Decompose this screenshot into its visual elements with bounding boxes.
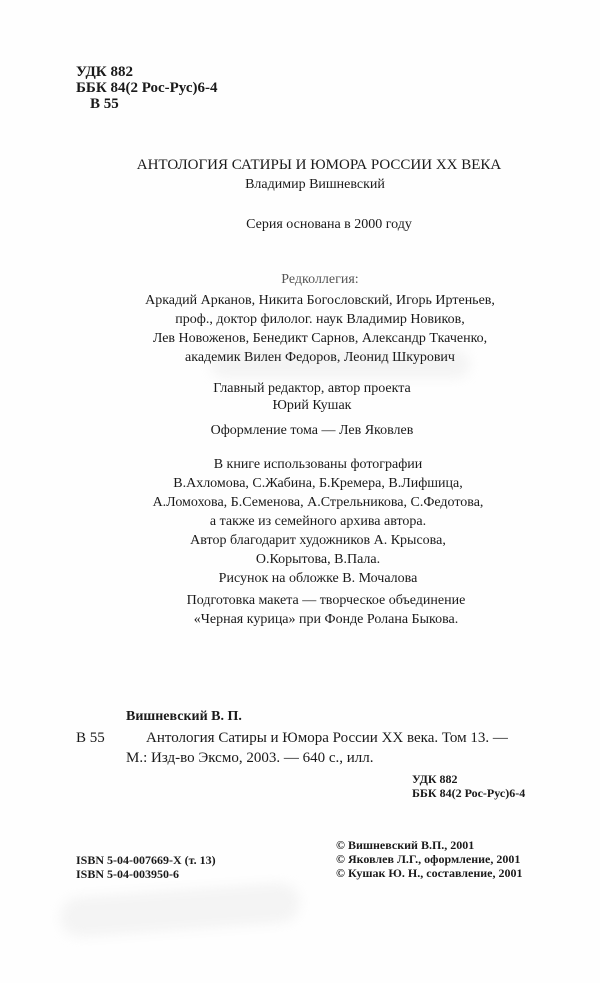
layout-preparation-credit [0,591,600,629]
layout-prep-line: Подготовка макета — творческое объединение [186,593,466,608]
isbn-block [76,853,216,881]
photo-credits-line: В книге использованы фотографии [213,457,423,472]
photo-credits-line: О.Корытова, В.Пала. [255,552,381,567]
photo-credits-line: А.Ломохова, Б.Семенова, А.Стрельникова, С.Федотова, [152,495,484,510]
volume-design-credit: Оформление тома — Лев Яковлев [210,423,414,438]
editorial-board-heading: Редколлегия: [281,272,359,287]
bibliographic-description-line: Антология Сатиры и Юмора России XX века. Том 13. — [146,730,508,746]
bbk-code: ББК 84(2 Рос-Рус)6-4 [76,80,218,96]
editorial-board-line: проф., доктор филолог. наук Владимир Новиков, [175,312,465,327]
copyright-line: © Кушак Ю. Н., составление, 2001 [336,866,523,880]
header-classification [76,64,218,112]
copyright-block [336,838,523,880]
photo-credits-line: В.Ахломова, С.Жабина, Б.Кремера, В.Лифшица, [173,476,463,491]
author-name: Владимир Вишневский [245,177,385,192]
copyright-line: © Вишневский В.П., 2001 [336,838,475,852]
layout-prep-line: «Черная курица» при Фонде Ролана Быкова. [193,612,459,627]
isbn-line: ISBN 5-04-003950-6 [76,867,180,881]
editorial-board-line: Аркадий Арканов, Никита Богословский, Игорь Иртеньев, [145,293,495,308]
bibliographic-description-line: М.: Изд-во Эксмо, 2003. — 640 с., илл. [126,750,374,766]
author-mark-code: В 55 [90,96,119,112]
bibliographic-author: Вишневский В. П. [126,709,242,724]
chief-editor-role: Главный редактор, автор проекта [213,381,411,396]
editorial-board [0,270,600,367]
bbk-code: ББК 84(2 Рос-Рус)6-4 [412,786,526,800]
editorial-board-line: академик Вилен Федоров, Леонид Шкурович [185,350,455,365]
bibliographic-code: В 55 [76,730,105,746]
photo-credits-line: Автор благодарит художников А. Крысова, [190,533,446,548]
udk-code: УДК 882 [412,772,458,786]
udk-code: УДК 882 [76,64,133,80]
series-founded-note: Серия основана в 2000 году [246,217,412,232]
editorial-board-line: Лев Новоженов, Бенедикт Сарнов, Александр Ткаченко, [152,331,488,346]
copyright-line: © Яковлев Л.Г., оформление, 2001 [336,852,521,866]
bibliographic-classification [412,772,525,800]
chief-editor [0,380,600,414]
isbn-line: ISBN 5-04-007669-X (т. 13) [76,853,216,867]
scan-smudge [59,882,301,939]
photo-credits-line: а также из семейного архива автора. [209,514,427,529]
series-title: АНТОЛОГИЯ САТИРЫ И ЮМОРА РОССИИ XX ВЕКА [136,157,502,173]
chief-editor-name: Юрий Кушак [272,398,352,413]
photo-credits-line: Рисунок на обложке В. Мочалова [218,571,418,586]
photo-credits [0,455,600,588]
